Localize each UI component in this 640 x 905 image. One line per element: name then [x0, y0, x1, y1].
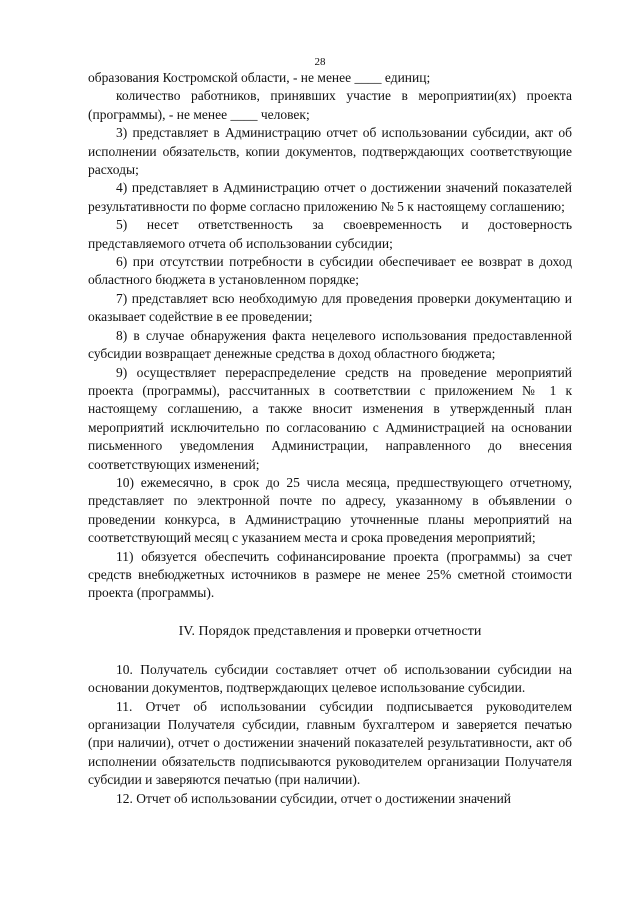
- paragraph-item-5: 5) несет ответственность за своевременность и достоверность представляемого отчета об использовании субсидии;: [88, 217, 572, 251]
- paragraph-item-4: 4) представляет в Администрацию отчет о достижении значений показателей результативности по форме согласно приложению № 5 к настоящему соглашению;: [88, 180, 572, 214]
- paragraph-item-8: 8) в случае обнаружения факта нецелевого использования предоставленной субсидии возвращает денежные средства в доход областного бюджета;: [88, 327, 572, 362]
- paragraph-continuation: образования Костромской области, - не менее ____ единиц;: [88, 70, 431, 85]
- paragraph-item-3: 3) представляет в Администрацию отчет об использовании субсидии, акт об исполнении обязательств, копии документов, подтверждающих соответствующие расходы;: [88, 125, 572, 178]
- page-number: 28: [314, 56, 326, 68]
- paragraph-item-11: 11) обязуется обеспечить софинансирование проекта (программы) за счет средств внебюджетных источников в размере не менее 25% сметной стоимости проекта (программы).: [88, 548, 572, 601]
- paragraph-item-7: 7) представляет всю необходимую для проведения проверки документацию и оказывает содействие в ее проведении;: [88, 290, 572, 325]
- section-heading: IV. Порядок представления и проверки отчетности: [178, 623, 482, 639]
- paragraph-item-9: 9) осуществляет перераспределение средств на проведение мероприятий проекта (программы), рассчитанных в соответствии с приложением № 1 к настоящему соглашению, а также вносит изменения в утвержденный план мероприятий исключительно по согласованию с Администрацией на основании письменного уведомления Администрации, направленного до внесения соответствующих изменений;: [88, 364, 572, 472]
- document-body: [88, 69, 572, 808]
- paragraph-workers-count: количество работников, принявших участие в мероприятии(ях) проекта (программы), - не менее ____ человек;: [88, 88, 572, 122]
- section-paragraph-10: 10. Получатель субсидии составляет отчет об использовании субсидии на основании документов, подтверждающих целевое использование субсидии.: [88, 661, 572, 696]
- paragraph-item-6: 6) при отсутствии потребности в субсидии обеспечивает ее возврат в доход областного бюджета в установленном порядке;: [88, 254, 572, 288]
- section-paragraph-11: 11. Отчет об использовании субсидии подписывается руководителем организации Получателя субсидии, главным бухгалтером и заверяется печатью (при наличии), отчет о достижении значений показателей результативности, акт об исполнении обязательств подписываются руководителем организации Получателя субсидии и заверяются печатью (при наличии).: [88, 698, 572, 788]
- section-paragraph-12: 12. Отчет об использовании субсидии, отчет о достижении значений: [116, 790, 512, 806]
- paragraph-item-10: 10) ежемесячно, в срок до 25 числа месяца, предшествующего отчетному, представляет по электронной почте по адресу, указанному в объявлении о проведении конкурса, в Администрацию уточненные планы мероприятий на соответствующий месяц с указанием места и срока проведения мероприятий;: [88, 474, 572, 546]
